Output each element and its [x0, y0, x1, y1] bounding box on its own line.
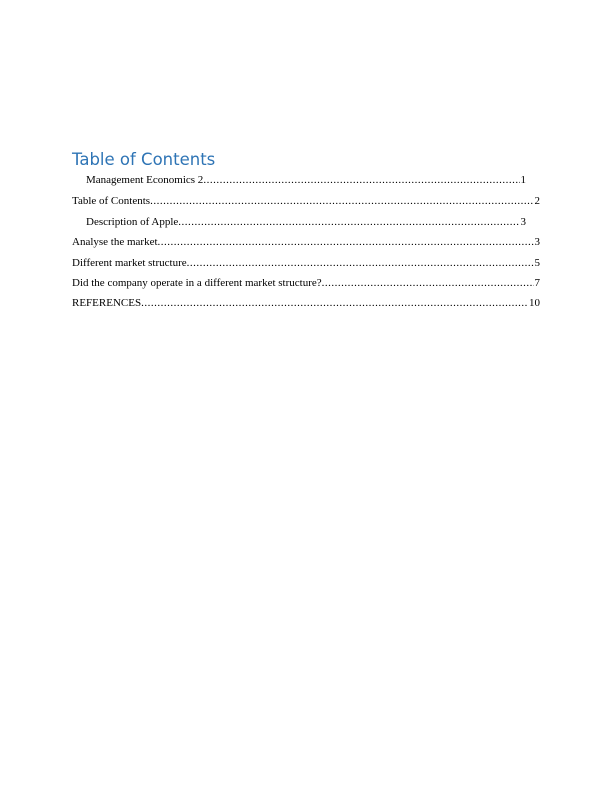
toc-leader-dots — [187, 256, 534, 270]
toc-entry-label: Management Economics 2 — [86, 174, 204, 186]
toc-leader-dots — [203, 173, 519, 187]
toc-leader-dots — [150, 194, 533, 208]
toc-entry-page: 5 — [534, 257, 540, 269]
toc-leader-dots — [322, 276, 534, 290]
toc-leader-dots — [178, 215, 519, 229]
toc-entry-page: 3 — [520, 216, 526, 228]
toc-entry-table-of-contents[interactable] — [72, 194, 540, 208]
toc-entry-references[interactable] — [72, 296, 540, 310]
toc-entry-page: 7 — [534, 277, 540, 289]
toc-entry-label: Description of Apple — [86, 216, 179, 228]
toc-entry-page: 10 — [529, 297, 540, 309]
toc-entry-different-market-structure[interactable] — [72, 256, 540, 270]
toc-entry-label: Table of Contents — [72, 195, 151, 207]
toc-entry-label: REFERENCES — [72, 297, 142, 309]
toc-leader-dots — [158, 235, 534, 249]
toc-entry-did-the-company-operate[interactable] — [72, 276, 540, 290]
toc-entry-page: 1 — [520, 174, 526, 186]
toc-entry-page: 3 — [534, 236, 540, 248]
toc-heading: Table of Contents — [72, 150, 216, 169]
toc-entry-label: Analyse the market — [72, 236, 158, 248]
toc-entry-label: Did the company operate in a different market structure? — [72, 277, 322, 289]
toc-entry-description-of-apple[interactable] — [86, 215, 526, 229]
toc-entry-analyse-the-market[interactable] — [72, 235, 540, 249]
toc-entry-page: 2 — [534, 195, 540, 207]
toc-leader-dots — [141, 296, 528, 310]
toc-entry-label: Different market structure — [72, 257, 187, 269]
toc-entry-management-economics[interactable] — [86, 173, 526, 187]
